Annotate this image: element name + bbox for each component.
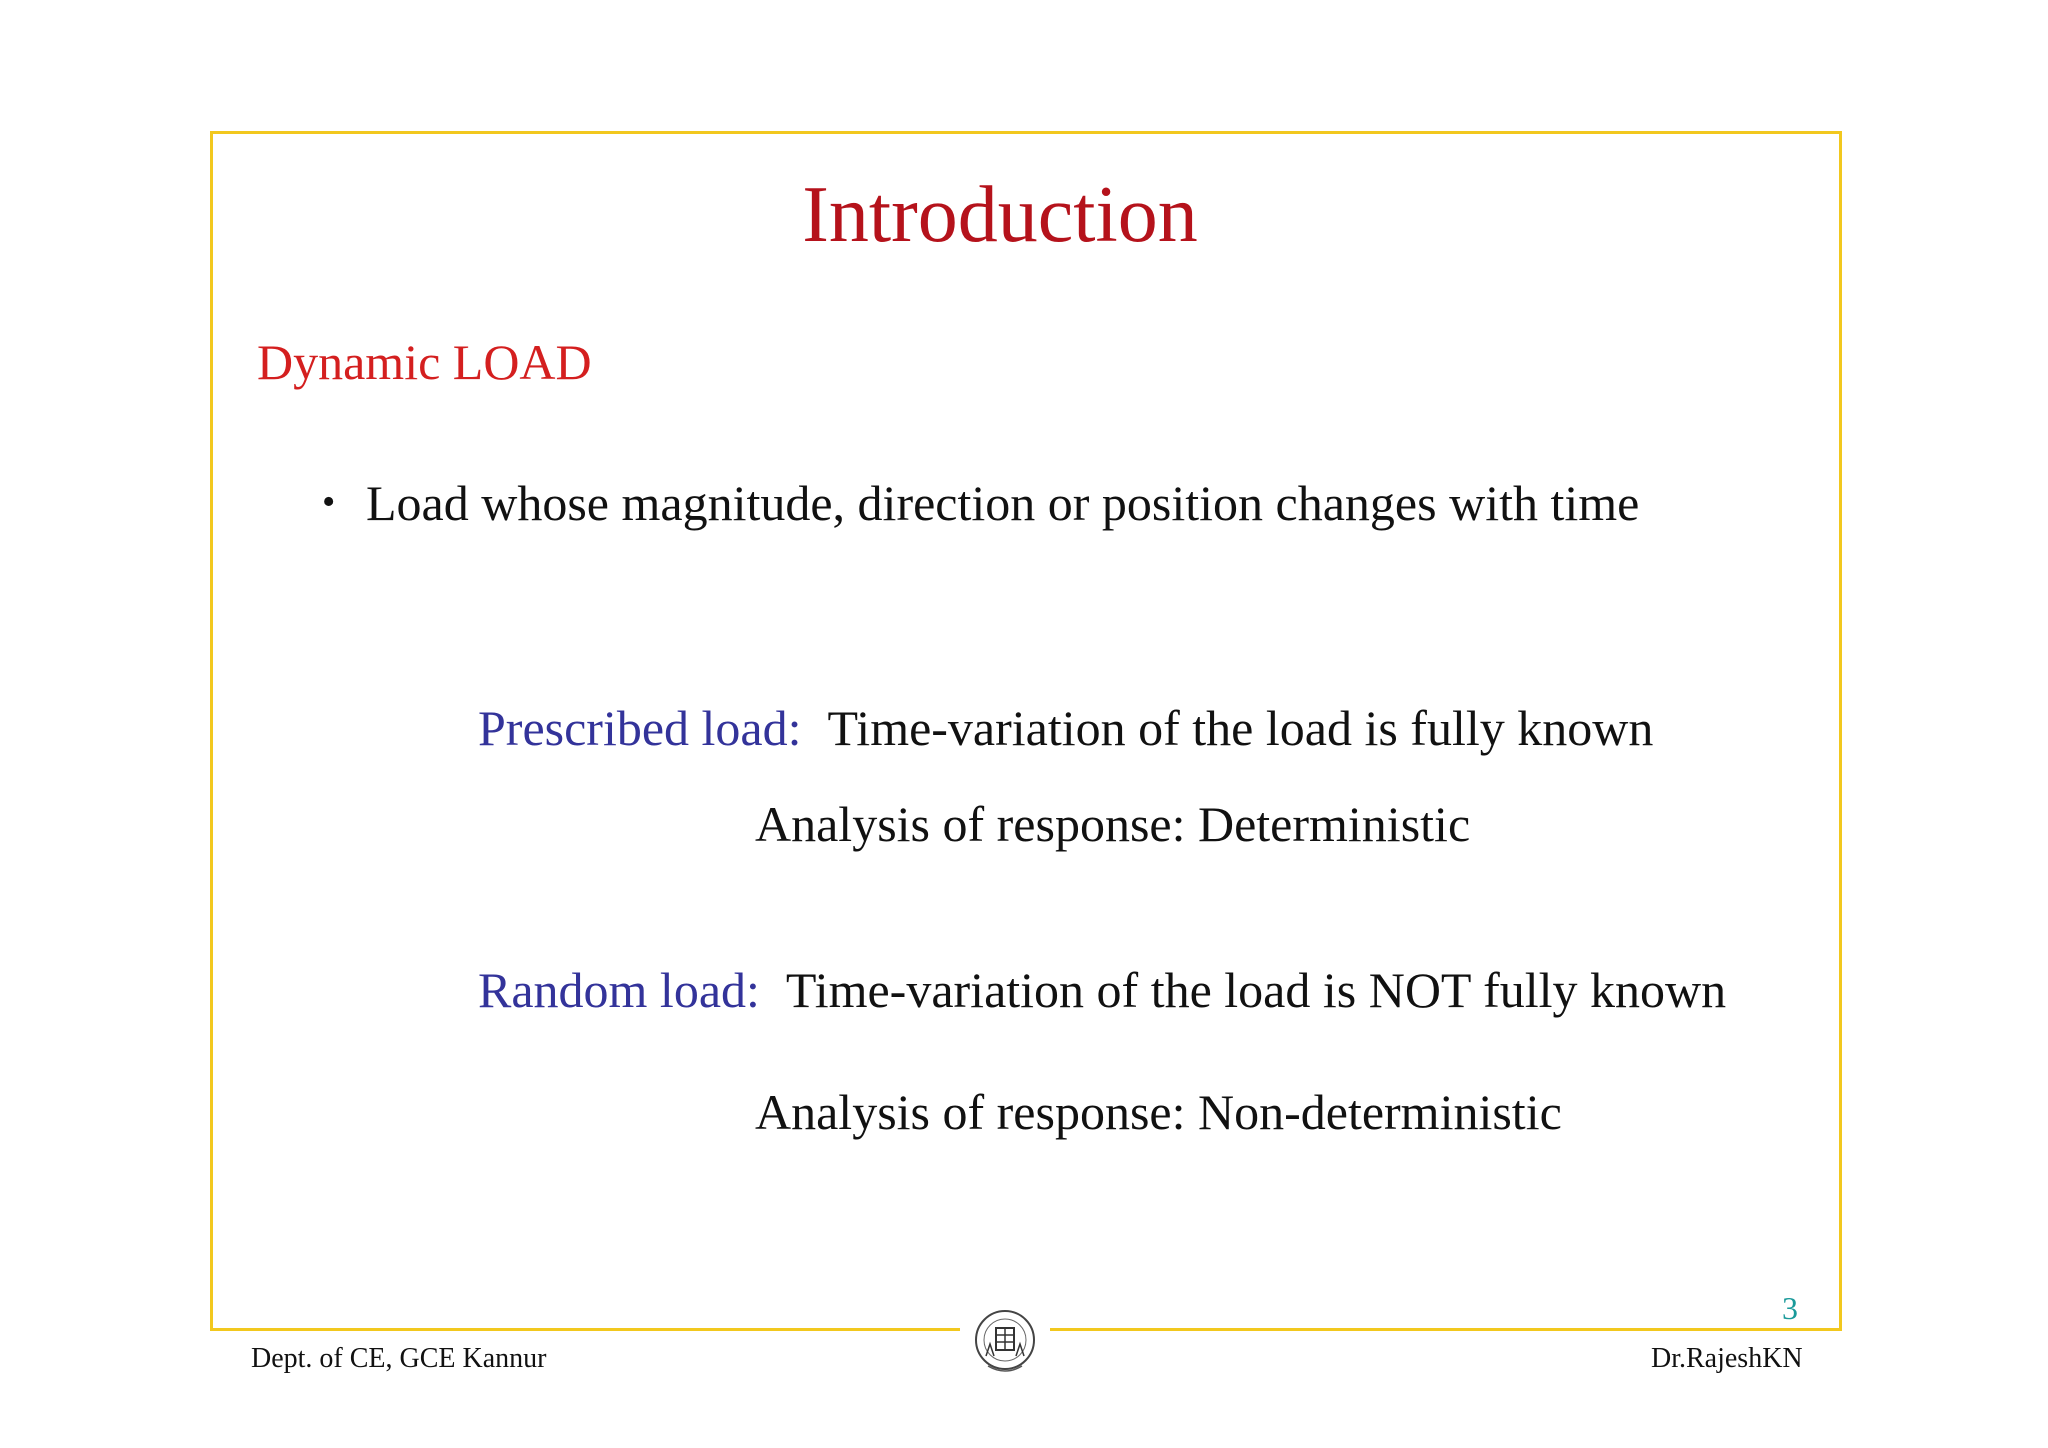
- definition-description: Time-variation of the load is NOT fully known: [785, 962, 1727, 1018]
- footer-department: Dept. of CE, GCE Kannur: [251, 1343, 547, 1374]
- footer-author: Dr.RajeshKN: [1651, 1343, 1803, 1374]
- analysis-deterministic: Analysis of response: Deterministic: [755, 796, 1471, 852]
- college-seal-icon: [972, 1304, 1038, 1380]
- analysis-non-deterministic: Analysis of response: Non-deterministic: [755, 1084, 1562, 1140]
- section-heading: Dynamic LOAD: [257, 334, 592, 390]
- definition-term: Prescribed load:: [478, 700, 802, 756]
- bullet-icon: •: [322, 481, 336, 523]
- bullet-text: Load whose magnitude, direction or position changes with time: [366, 475, 1640, 531]
- bullet-item: [322, 474, 1639, 532]
- definition-prescribed: [478, 699, 1653, 757]
- slide-title: Introduction: [802, 171, 1198, 259]
- definition-term: Random load:: [478, 962, 760, 1018]
- definition-description: Time-variation of the load is fully known: [827, 700, 1654, 756]
- definition-random: [478, 961, 1726, 1019]
- page-number: 3: [1782, 1290, 1798, 1326]
